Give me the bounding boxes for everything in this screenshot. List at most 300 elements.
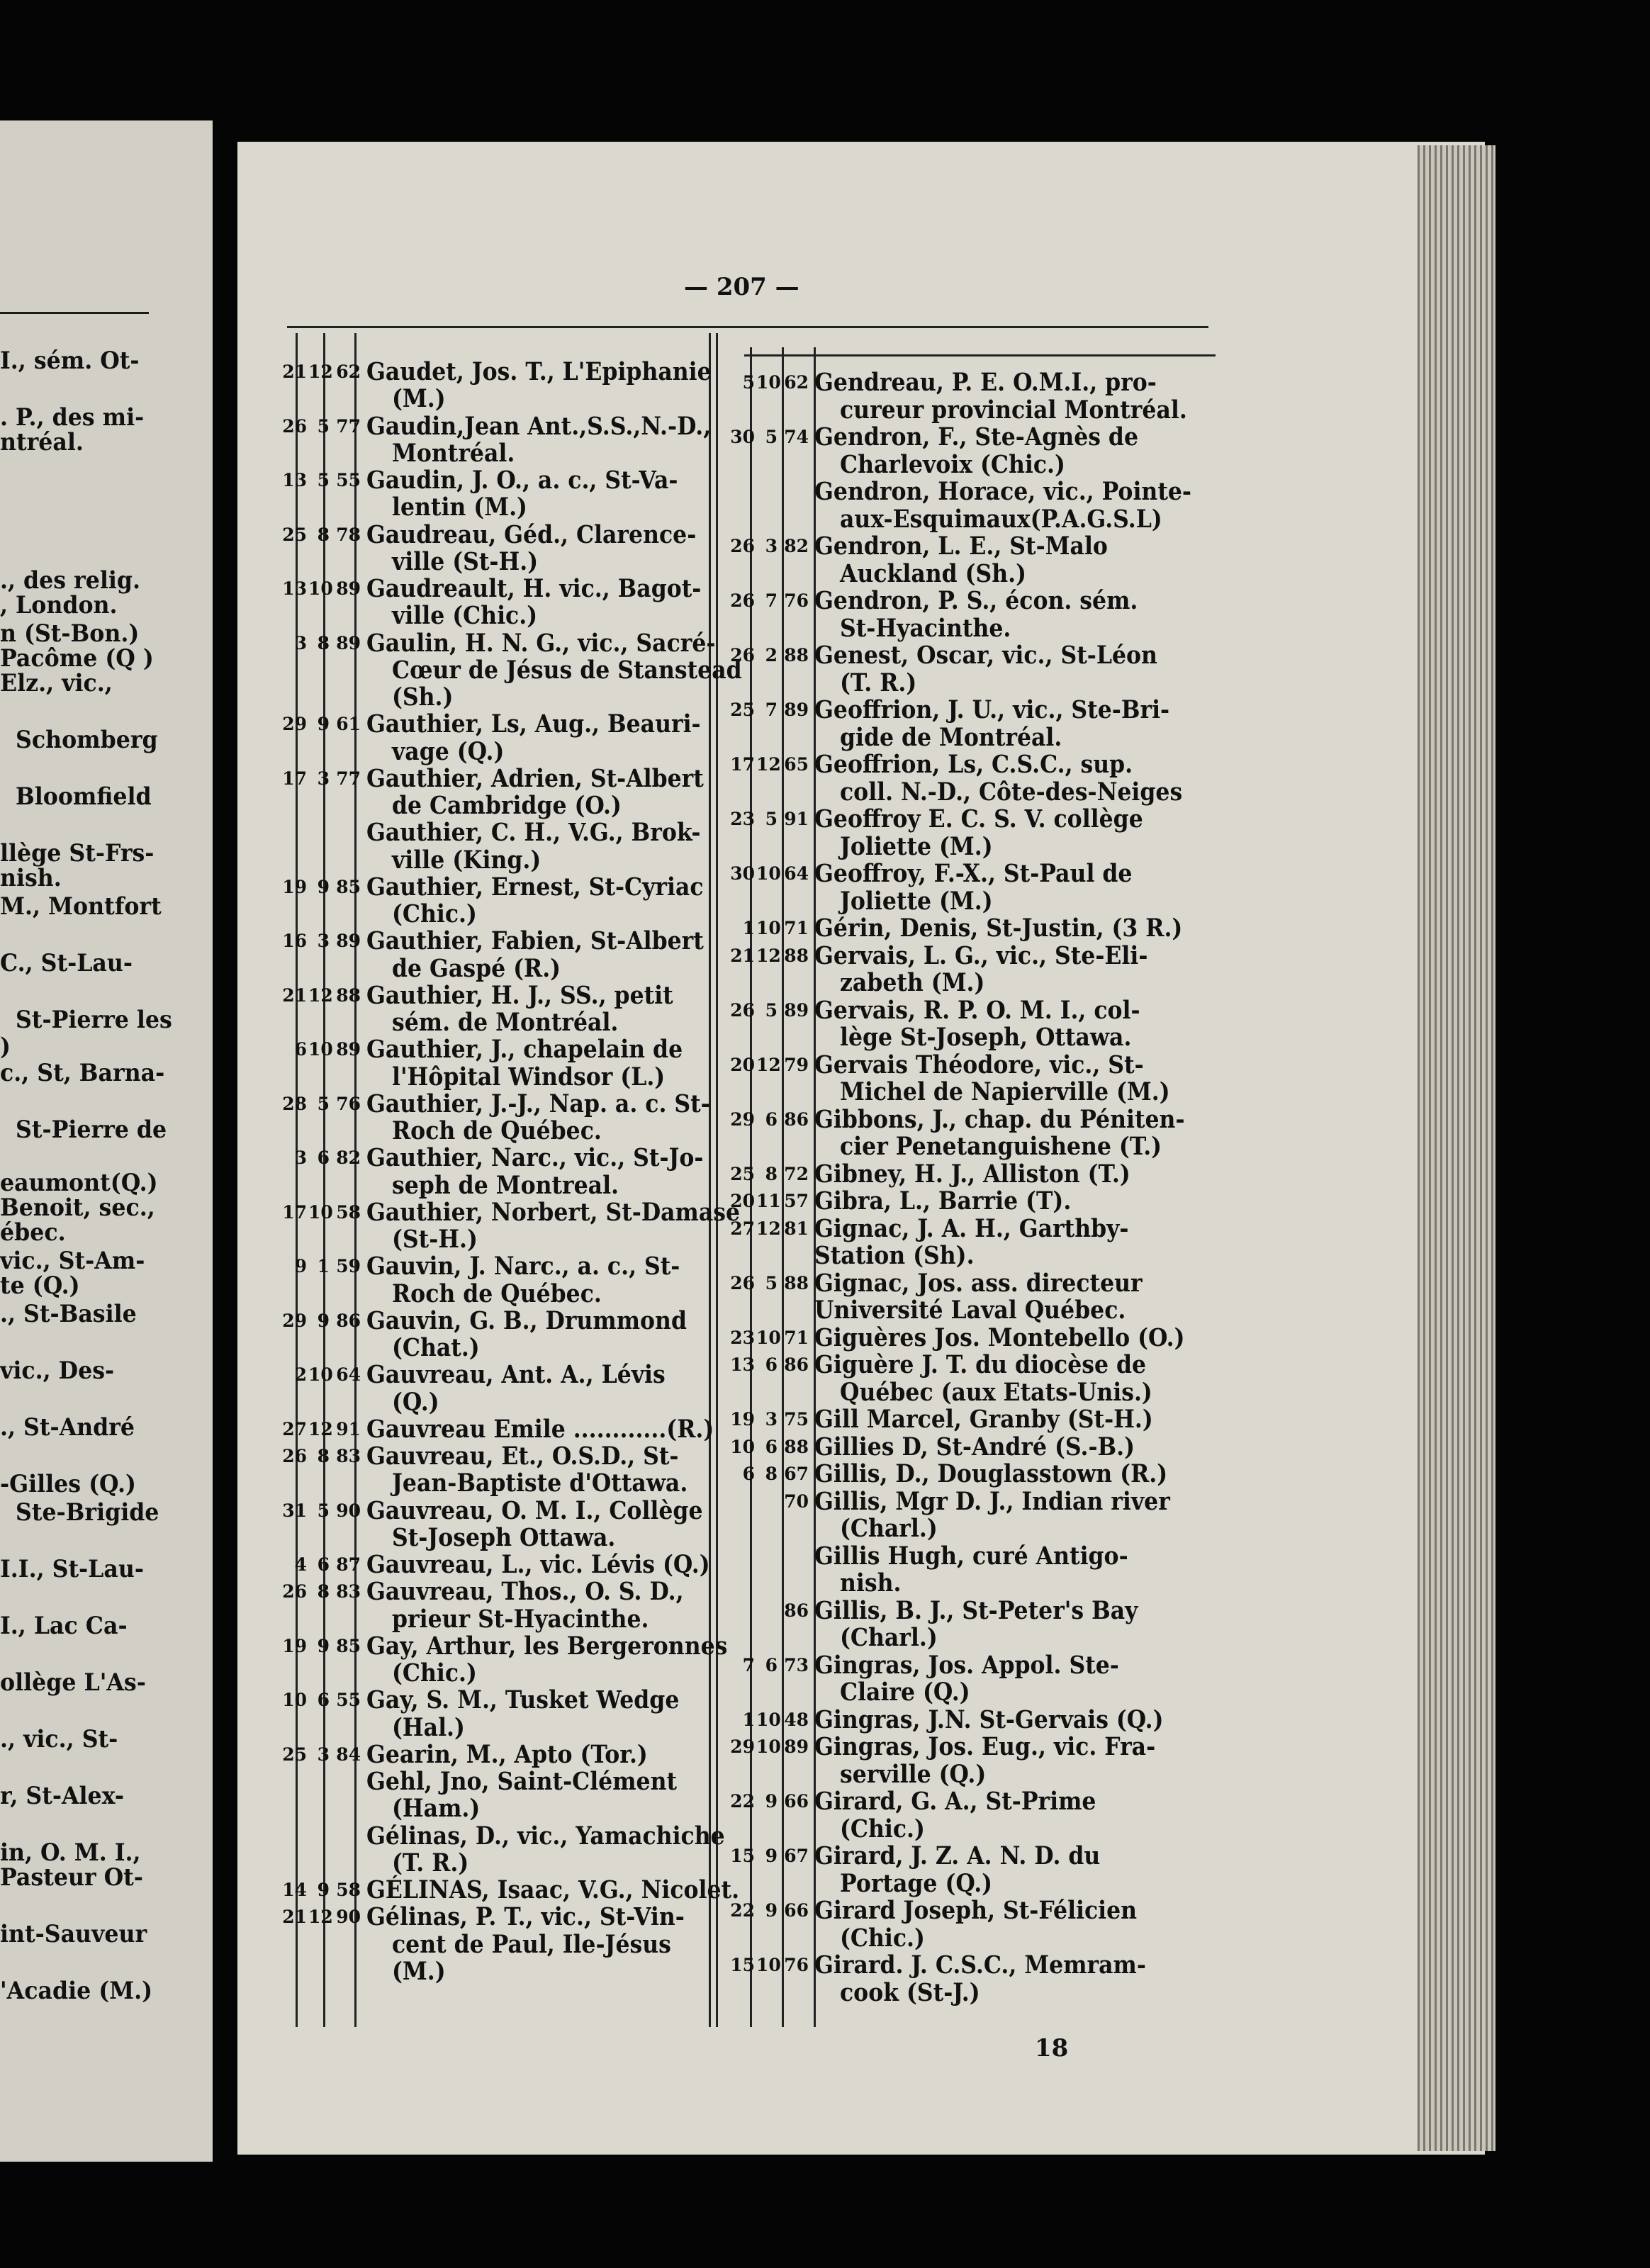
entry-text: Gingras, J.N. St-Gervais (Q.) (814, 1705, 1164, 1734)
entry-text: seph de Montreal. (392, 1170, 619, 1200)
entry-text: (Charl.) (840, 1514, 938, 1543)
entry-day: 13 (730, 1354, 755, 1375)
page-number: — 207 — (684, 273, 799, 301)
entry-day: 1 (742, 1709, 755, 1730)
entry-month: 3 (765, 536, 778, 556)
entry-day: 25 (282, 1744, 307, 1765)
entry-day: 7 (742, 1654, 755, 1675)
entry-month: 9 (765, 1846, 778, 1866)
entry-month: 6 (317, 1690, 330, 1711)
left-fragment-line: ., St-André (0, 1413, 135, 1442)
entry-text: Claire (Q.) (840, 1678, 970, 1707)
left-fragment-line: . P., des mi- (0, 403, 145, 432)
left-fragment-line: St-Pierre les (16, 1006, 172, 1034)
entry-day: 5 (742, 372, 755, 393)
entry-month: 5 (317, 415, 330, 437)
entry-text: Michel de Napierville (M.) (840, 1077, 1170, 1106)
entry-day: 14 (282, 1880, 307, 1900)
entry-year: 77 (336, 415, 361, 437)
entry-month: 12 (756, 945, 781, 966)
entry-year: 48 (784, 1709, 809, 1730)
entry-year: 86 (336, 1310, 361, 1331)
entry-text: Gibra, L., Barrie (T). (814, 1186, 1072, 1216)
entry-year: 88 (336, 984, 361, 1006)
entry-text: Gillies D, St-André (S.-B.) (814, 1432, 1135, 1461)
entry-month: 9 (765, 1791, 778, 1812)
entry-text: serville (Q.) (840, 1759, 987, 1789)
entry-text: coll. N.-D., Côte-des-Neiges (840, 777, 1183, 807)
entry-day: 26 (730, 590, 755, 611)
entry-text: (Chic.) (840, 1814, 925, 1843)
entry-text: Geoffrion, Ls, C.S.C., sup. (814, 750, 1133, 779)
entry-year: 61 (336, 714, 361, 735)
entry-year: 57 (784, 1191, 809, 1211)
entry-text: zabeth (M.) (840, 968, 985, 997)
entry-text: Gingras, Jos. Eug., vic. Fra- (814, 1732, 1156, 1761)
entry-day: 2 (294, 1364, 307, 1386)
left-fragment-line: Schomberg (16, 726, 158, 754)
left-fragment-line: Benoit, sec., (0, 1194, 155, 1222)
left-fragment-line: I.I., St-Lau- (0, 1555, 145, 1583)
entry-day: 26 (730, 1272, 755, 1293)
entry-text: (M.) (392, 1956, 446, 1986)
entry-text: Geoffrion, J. U., vic., Ste-Bri- (814, 695, 1170, 724)
entry-text: Gauthier, J.-J., Nap. a. c. St- (366, 1089, 710, 1118)
entry-year: 59 (336, 1256, 361, 1277)
entry-day: 17 (282, 1201, 307, 1223)
entry-month: 7 (765, 590, 778, 611)
entry-year: 71 (784, 1327, 809, 1348)
entry-text: Roch de Québec. (392, 1116, 602, 1145)
entry-text: St-Hyacinthe. (840, 613, 1011, 643)
entry-month: 12 (308, 984, 333, 1006)
entry-year: 88 (784, 645, 809, 666)
entry-text: de Gaspé (R.) (392, 953, 561, 983)
entry-text: Gill Marcel, Granby (St-H.) (814, 1405, 1153, 1434)
entry-day: 29 (730, 1108, 755, 1130)
entry-month: 12 (308, 1907, 333, 1928)
entry-year: 87 (336, 1554, 361, 1575)
entry-month: 10 (756, 1327, 781, 1348)
entry-month: 10 (756, 372, 781, 393)
entry-day: 21 (282, 984, 307, 1006)
entry-month: 8 (317, 1446, 330, 1466)
entry-text: Gaudreault, H. vic., Bagot- (366, 574, 702, 603)
entry-year: 78 (336, 524, 361, 545)
entry-text: Gaudin, J. O., a. c., St-Va- (366, 466, 678, 495)
entry-year: 85 (336, 876, 361, 897)
entry-year: 74 (784, 427, 809, 447)
entry-year: 83 (336, 1446, 361, 1466)
entry-year: 67 (784, 1464, 809, 1484)
entry-text: nish. (840, 1568, 902, 1598)
entry-year: 77 (336, 768, 361, 789)
entry-text: Gehl, Jno, Saint-Clément (366, 1767, 678, 1796)
entry-month: 5 (765, 809, 778, 829)
entry-text: Gauthier, Fabien, St-Albert (366, 926, 704, 956)
entry-day: 6 (742, 1464, 755, 1484)
entry-month: 6 (317, 1554, 330, 1575)
left-fragment-line: eaumont(Q.) (0, 1169, 158, 1197)
left-fragment-line: vic., St-Am- (0, 1247, 145, 1275)
entry-text: GÉLINAS, Isaac, V.G., Nicolet. (366, 1875, 740, 1904)
entry-text: Gillis, B. J., St-Peter's Bay (814, 1595, 1138, 1625)
entry-text: Québec (aux Etats-Unis.) (840, 1377, 1152, 1407)
left-fragment-line: ., vic., St- (0, 1725, 118, 1753)
left-fragment-line: C., St-Lau- (0, 949, 133, 977)
entry-month: 3 (317, 768, 330, 789)
entry-month: 8 (765, 1163, 778, 1184)
entry-text: vage (Q.) (392, 736, 505, 766)
entry-text: Gendron, L. E., St-Malo (814, 532, 1108, 561)
entry-text: l'Hôpital Windsor (L.) (392, 1062, 666, 1091)
entry-text: Gillis, D., Douglasstown (R.) (814, 1459, 1168, 1488)
left-fragment-line: ., St-Basile (0, 1300, 137, 1328)
entry-day: 27 (730, 1218, 755, 1239)
page-edge (1418, 145, 1495, 2151)
entry-text: Gillis Hugh, curé Antigo- (814, 1541, 1128, 1571)
entry-year: 90 (336, 1907, 361, 1928)
entry-month: 3 (765, 1409, 778, 1430)
entry-text: St-Joseph Ottawa. (392, 1522, 616, 1552)
left-page-fragment (0, 120, 213, 2162)
entry-day: 25 (730, 700, 755, 720)
left-fragment-line: nish. (0, 864, 62, 892)
entry-year: 81 (784, 1218, 809, 1239)
left-fragment-line: ., des relig. (0, 566, 140, 595)
signature-mark: 18 (1035, 2034, 1069, 2062)
entry-text: ville (St-H.) (392, 546, 539, 576)
entry-day: 23 (730, 1327, 755, 1348)
entry-text: ville (Chic.) (392, 601, 538, 631)
entry-text: (T. R.) (840, 668, 917, 697)
entry-year: 83 (336, 1581, 361, 1602)
entry-text: Charlevoix (Chic.) (840, 449, 1065, 479)
entry-text: (Chic.) (392, 1658, 477, 1688)
left-fragment-line: -Gilles (Q.) (0, 1470, 137, 1498)
entry-year: 86 (784, 1108, 809, 1130)
entry-text: Gay, Arthur, les Bergeronnes (366, 1631, 728, 1661)
entry-text: Girard, J. Z. A. N. D. du (814, 1841, 1101, 1870)
entry-text: Giguère J. T. du diocèse de (814, 1350, 1147, 1379)
entry-month: 10 (308, 1039, 333, 1060)
entry-month: 5 (765, 427, 778, 447)
entry-text: Gérin, Denis, St-Justin, (3 R.) (814, 914, 1183, 943)
entry-text: Gauvreau, Thos., O. S. D., (366, 1577, 684, 1607)
entry-day: 26 (282, 1446, 307, 1466)
entry-month: 6 (765, 1108, 778, 1130)
left-fragment-line: vic., Des- (0, 1357, 115, 1385)
left-fragment-line: c., St, Barna- (0, 1059, 165, 1087)
entry-month: 12 (308, 361, 333, 382)
entry-day: 26 (730, 999, 755, 1021)
entry-text: Gignac, J. A. H., Garthby- (814, 1213, 1129, 1243)
entry-month: 8 (317, 632, 330, 653)
entry-text: Girard. J. C.S.C., Memram- (814, 1950, 1146, 1980)
entry-text: cent de Paul, Ile-Jésus (392, 1929, 671, 1959)
entry-day: 21 (282, 1907, 307, 1928)
entry-text: Gauvreau, O. M. I., Collège (366, 1495, 703, 1525)
entry-month: 9 (317, 1635, 330, 1656)
entry-text: Gendron, F., Ste-Agnès de (814, 422, 1139, 451)
left-fragment-line: Ste-Brigide (16, 1498, 159, 1527)
entry-year: 86 (784, 1354, 809, 1375)
entry-day: 13 (282, 578, 307, 599)
entry-month: 7 (765, 700, 778, 720)
entry-day: 22 (730, 1791, 755, 1812)
entry-month: 5 (765, 1272, 778, 1293)
entry-month: 12 (756, 754, 781, 775)
entry-text: Jean-Baptiste d'Ottawa. (392, 1469, 688, 1498)
left-fragment-line: te (Q.) (0, 1271, 80, 1300)
entry-month: 9 (317, 714, 330, 735)
entry-day: 29 (282, 1310, 307, 1331)
entry-month: 8 (317, 524, 330, 545)
entry-year: 76 (784, 590, 809, 611)
entry-day: 20 (730, 1191, 755, 1211)
entry-text: Gignac, Jos. ass. directeur (814, 1268, 1143, 1298)
entry-month: 5 (317, 1500, 330, 1521)
entry-text: Gauthier, Narc., vic., St-Jo- (366, 1143, 704, 1173)
entry-text: (Chic.) (840, 1923, 925, 1953)
entry-year: 62 (784, 372, 809, 393)
entry-text: de Cambridge (O.) (392, 791, 622, 820)
entry-text: Joliette (M.) (840, 886, 993, 916)
entry-day: 4 (294, 1554, 307, 1575)
entry-year: 67 (784, 1846, 809, 1866)
entry-year: 85 (336, 1635, 361, 1656)
entry-year: 64 (336, 1364, 361, 1386)
entry-text: (Chat.) (392, 1333, 480, 1362)
entry-text: Geoffroy, F.-X., St-Paul de (814, 859, 1133, 888)
entry-year: 90 (336, 1500, 361, 1521)
entry-text: (Chic.) (392, 899, 477, 928)
entry-month: 5 (317, 470, 330, 490)
entry-text: Girard, G. A., St-Prime (814, 1787, 1096, 1816)
entry-text: Gendron, Horace, vic., Pointe- (814, 477, 1191, 506)
entry-year: 89 (336, 931, 361, 952)
entry-text: Gélinas, D., vic., Yamachiche (366, 1821, 725, 1851)
entry-text: Gervais, L. G., vic., Ste-Eli- (814, 941, 1148, 970)
entry-text: (M.) (392, 384, 446, 414)
entry-year: 89 (784, 999, 809, 1021)
entry-text: prieur St-Hyacinthe. (392, 1604, 649, 1634)
entry-year: 84 (336, 1744, 361, 1765)
entry-day: 10 (282, 1690, 307, 1711)
entry-text: Gibbons, J., chap. du Péniten- (814, 1104, 1185, 1134)
entry-text: Gaulin, H. N. G., vic., Sacré- (366, 628, 716, 658)
entry-text: Gaudreau, Géd., Clarence- (366, 520, 697, 549)
entry-year: 66 (784, 1791, 809, 1812)
left-fragment-line: int-Sauveur (0, 1920, 147, 1948)
entry-text: Gauthier, Ls, Aug., Beauri- (366, 709, 701, 739)
entry-year: 71 (784, 918, 809, 938)
entry-text: lentin (M.) (392, 493, 527, 522)
entry-day: 17 (730, 754, 755, 775)
entry-month: 10 (308, 578, 333, 599)
entry-text: Station (Sh). (814, 1241, 975, 1270)
entry-year: 89 (336, 1039, 361, 1060)
entry-day: 23 (730, 809, 755, 829)
entry-text: Giguères Jos. Montebello (O.) (814, 1323, 1185, 1352)
entry-text: Gearin, M., Apto (Tor.) (366, 1739, 648, 1769)
entry-text: Gauthier, Adrien, St-Albert (366, 763, 704, 793)
entry-text: Gauthier, Ernest, St-Cyriac (366, 872, 704, 902)
entry-year: 62 (336, 361, 361, 382)
entry-text: (Q.) (392, 1387, 439, 1417)
entry-month: 5 (317, 1093, 330, 1114)
entry-year: 82 (784, 536, 809, 556)
entry-month: 10 (756, 1955, 781, 1975)
entry-month: 10 (756, 918, 781, 938)
entry-text: sém. de Montréal. (392, 1008, 619, 1037)
entry-day: 25 (730, 1163, 755, 1184)
entry-month: 10 (308, 1364, 333, 1386)
entry-text: Gaudet, Jos. T., L'Epiphanie (366, 357, 712, 386)
entry-month: 9 (765, 1900, 778, 1921)
entry-month: 2 (765, 645, 778, 666)
entry-year: 89 (784, 1736, 809, 1757)
entry-month: 1 (317, 1256, 330, 1277)
entry-year: 76 (336, 1093, 361, 1114)
entry-month: 10 (756, 1736, 781, 1757)
entry-day: 9 (294, 1256, 307, 1277)
entry-month: 6 (765, 1436, 778, 1457)
entry-day: 16 (282, 931, 307, 952)
entry-text: Gauvin, G. B., Drummond (366, 1306, 687, 1335)
entry-year: 76 (784, 1955, 809, 1975)
entry-day: 26 (730, 645, 755, 666)
entry-day: 27 (282, 1418, 307, 1439)
entry-day: 26 (730, 536, 755, 556)
entry-text: (St-H.) (392, 1225, 478, 1254)
entry-text: aux-Esquimaux(P.A.G.S.L) (840, 504, 1162, 534)
entry-year: 89 (336, 632, 361, 653)
entry-text: Joliette (M.) (840, 831, 993, 861)
entry-text: Montréal. (392, 438, 515, 468)
entry-year: 65 (784, 754, 809, 775)
entry-day: 19 (730, 1409, 755, 1430)
entry-day: 31 (282, 1500, 307, 1521)
entry-month: 10 (756, 1709, 781, 1730)
left-fragment-line: I., Lac Ca- (0, 1612, 128, 1640)
entry-text: Gauthier, Norbert, St-Damase (366, 1197, 741, 1227)
entry-text: (Sh.) (392, 683, 454, 712)
entry-day: 19 (282, 1635, 307, 1656)
left-fragment-line: Elz., vic., (0, 669, 113, 697)
entry-year: 88 (784, 945, 809, 966)
entry-day: 21 (282, 361, 307, 382)
entry-year: 91 (784, 809, 809, 829)
entry-month: 5 (765, 999, 778, 1021)
entry-day: 29 (730, 1736, 755, 1757)
left-fragment-line: r, St-Alex- (0, 1782, 125, 1810)
entry-day: 1 (742, 918, 755, 938)
entry-month: 8 (765, 1464, 778, 1484)
entry-month: 3 (317, 931, 330, 952)
entry-text: Gauvreau, Et., O.S.D., St- (366, 1442, 679, 1471)
entry-day: 6 (294, 1039, 307, 1060)
entry-day: 15 (730, 1846, 755, 1866)
left-page-rule (0, 312, 149, 314)
entry-month: 3 (317, 1744, 330, 1765)
entry-year: 55 (336, 1690, 361, 1711)
entry-text: cook (St-J.) (840, 1977, 980, 2007)
entry-text: Geoffroy E. C. S. V. collège (814, 804, 1143, 833)
entry-text: Gauvin, J. Narc., a. c., St- (366, 1252, 680, 1281)
entry-day: 3 (294, 632, 307, 653)
entry-year: 75 (784, 1409, 809, 1430)
entry-text: lège St-Joseph, Ottawa. (840, 1023, 1132, 1052)
entry-day: 29 (282, 714, 307, 735)
entry-text: Auckland (Sh.) (840, 558, 1027, 588)
entry-text: ville (King.) (392, 845, 541, 875)
entry-month: 6 (765, 1654, 778, 1675)
entry-day: 13 (282, 470, 307, 490)
entry-text: Roch de Québec. (392, 1279, 602, 1308)
entry-text: Genest, Oscar, vic., St-Léon (814, 641, 1157, 670)
entry-year: 72 (784, 1163, 809, 1184)
entry-text: Cœur de Jésus de Stanstead (392, 655, 742, 685)
entry-day: 26 (282, 1581, 307, 1602)
entry-text: Université Laval Québec. (814, 1296, 1126, 1325)
entry-day: 25 (282, 524, 307, 545)
entry-text: Gauthier, C. H., V.G., Brok- (366, 818, 701, 848)
entry-year: 64 (784, 863, 809, 884)
left-fragment-line: n (St-Bon.) (0, 619, 140, 648)
entry-text: (Charl.) (840, 1623, 938, 1652)
left-fragment-line: I., sém. Ot- (0, 347, 140, 375)
entry-year: 66 (784, 1900, 809, 1921)
entry-year: 82 (336, 1147, 361, 1169)
entry-text: Gauthier, J., chapelain de (366, 1035, 683, 1065)
entry-text: Gibney, H. J., Alliston (T.) (814, 1159, 1130, 1189)
entry-month: 11 (756, 1191, 781, 1211)
left-fragment-line: , London. (0, 591, 118, 619)
entry-day: 30 (730, 863, 755, 884)
left-fragment-line: ntréal. (0, 428, 84, 456)
entry-year: 88 (784, 1436, 809, 1457)
left-fragment-line: M., Montfort (0, 892, 162, 921)
entry-month: 12 (756, 1218, 781, 1239)
entry-month: 9 (317, 1880, 330, 1900)
entry-month: 12 (308, 1418, 333, 1439)
left-fragment-line: ébec. (0, 1218, 66, 1247)
entry-year: 73 (784, 1654, 809, 1675)
left-fragment-line: ollège L'As- (0, 1668, 146, 1697)
entry-text: Gillis, Mgr D. J., Indian river (814, 1486, 1170, 1516)
entry-month: 12 (756, 1054, 781, 1075)
entry-year: 86 (784, 1600, 809, 1621)
entry-text: Gingras, Jos. Appol. Ste- (814, 1650, 1119, 1680)
entry-year: 79 (784, 1054, 809, 1075)
left-fragment-line: Pasteur Ot- (0, 1863, 143, 1892)
entry-day: 19 (282, 876, 307, 897)
left-fragment-line: 'Acadie (M.) (0, 1977, 153, 2005)
entry-year: 55 (336, 470, 361, 490)
entry-text: (Hal.) (392, 1712, 465, 1742)
header-rule (287, 326, 1208, 328)
entry-month: 10 (308, 1201, 333, 1223)
entry-text: cier Penetanguishene (T.) (840, 1132, 1162, 1161)
entry-text: Gervais, R. P. O. M. I., col- (814, 995, 1140, 1025)
entry-day: 26 (282, 415, 307, 437)
entry-month: 9 (317, 876, 330, 897)
left-fragment-line: Pacôme (Q ) (0, 644, 154, 673)
entry-text: (T. R.) (392, 1848, 469, 1877)
entry-text: Gélinas, P. T., vic., St-Vin- (366, 1902, 685, 1932)
entry-day: 20 (730, 1054, 755, 1075)
